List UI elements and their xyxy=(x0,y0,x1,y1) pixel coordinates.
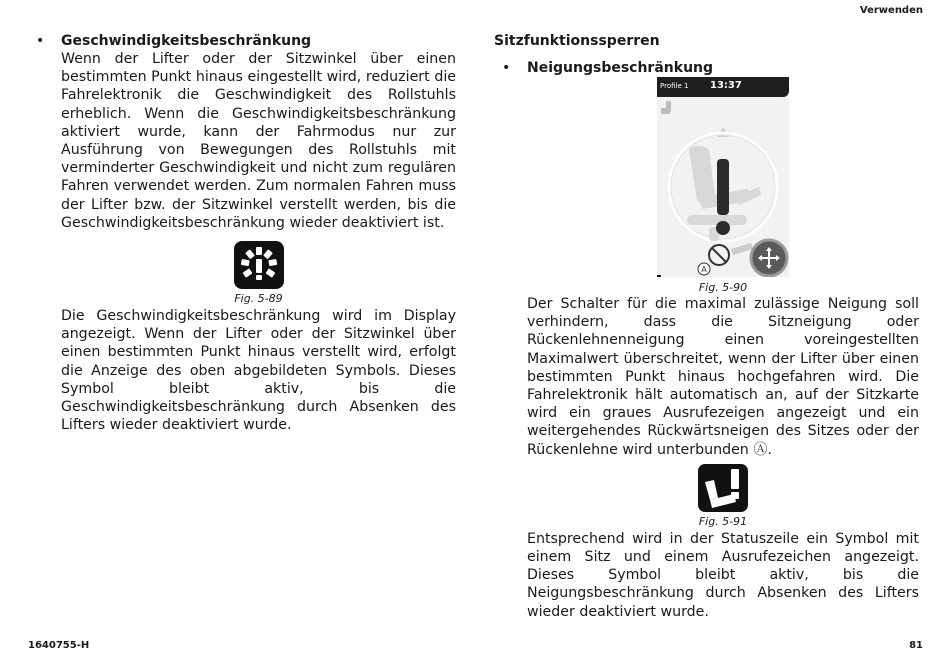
seat-function-locks-heading: Sitzfunktionssperren xyxy=(494,33,660,49)
warning-dot xyxy=(716,221,730,235)
speed-limit-icon xyxy=(234,241,284,289)
figure-5-90 xyxy=(527,77,919,294)
tilt-limit-paragraph-2: Entsprechend wird in der Statuszeile ein Symbol mit einem Sitz und einem Ausrufezeichen angezeigt. Dieses Symbol bleibt aktiv, bis die Neigungsbeschränkung durch Absenken des Lifters wieder deaktiviert wurde. xyxy=(527,530,919,620)
running-header: Verwenden xyxy=(859,5,923,16)
bullet-marker: • xyxy=(36,33,45,49)
tilt-limit-heading: Neigungsbeschränkung xyxy=(527,60,714,76)
speed-limit-paragraph-2: Die Geschwindigkeitsbeschränkung wird im Display angezeigt. Wenn der Lifter oder der Sitzwinkel über einen bestimmten Punkt hinaus verstellt wird, erfolgt die Anzeige des oben abgebildeten Symbols. Dieses Symbol bleibt aktiv, bis die Geschwindigkeitsbeschränkung durch Absenken des Lifters wieder deaktiviert wurde. xyxy=(61,308,456,434)
page-number: 81 xyxy=(909,640,923,651)
document-number: 1640755-H xyxy=(28,640,90,651)
bullet-marker: • xyxy=(502,60,511,76)
status-bar xyxy=(657,77,789,97)
blocked-icon xyxy=(709,243,753,265)
profile-label: Profile 1 xyxy=(660,82,689,90)
figure-caption: Fig. 5-89 xyxy=(234,292,283,306)
figure-5-91 xyxy=(527,464,919,528)
display-screenshot xyxy=(657,77,789,277)
left-column xyxy=(36,32,456,434)
seat-warning-icon xyxy=(698,464,748,512)
speed-limit-heading: Geschwindigkeitsbeschränkung xyxy=(61,33,312,49)
tilt-limit-paragraph-1: Der Schalter für die maximal zulässige Neigung soll verhindern, dass die Sitzneigung oder Rückenlehnenneigung einen voreingestellten Maximalwert überschreitet, wenn der Lifter über einen bestimmten Punkt hinaus hochgefahren wird. Die Fahrelektronik hält automatisch an, auf der Sitzkarte wird ein graues Ausrufezeigen angezeigt und ein weitergehendes Rückwärtsneigen des Sitzes oder der Rückenlehne wird unterbunden Ⓐ. xyxy=(527,296,919,458)
clock-time: 13:37 xyxy=(710,80,742,91)
figure-caption: Fig. 5-90 xyxy=(698,281,748,294)
speed-limit-section xyxy=(36,32,456,434)
tilt-limit-section xyxy=(494,59,919,621)
speed-limit-paragraph-1: Wenn der Lifter oder der Sitzwinkel über einen bestimmten Punkt hinaus eingestellt wird, reduziert die Fahrelektronik die Geschwindigkeit des Rollstuhls erheblich. Wenn die Geschwindigkeitsbeschränkung aktiviert wurde, kann der Fahrmodus nur zur Ausführung von Bewegungen des Rollstuhls mit verminderter Geschwindigkeit und nicht zum regulären Fahren verwendet werden. Zum normalen Fahren muss der Lifter bzw. der Sitzwinkel verstellt werden, bis die Geschwindigkeitsbeschränkung wieder deaktiviert ist. xyxy=(61,51,456,231)
marker-a-label: A xyxy=(701,265,707,274)
seat-function-button-icon xyxy=(751,240,787,276)
figure-caption: Fig. 5-91 xyxy=(698,514,748,528)
figure-5-89 xyxy=(61,241,456,305)
status-seat-icon xyxy=(661,101,671,114)
warning-bar xyxy=(717,159,729,215)
right-column xyxy=(494,32,919,621)
seat-map-display xyxy=(657,97,789,277)
